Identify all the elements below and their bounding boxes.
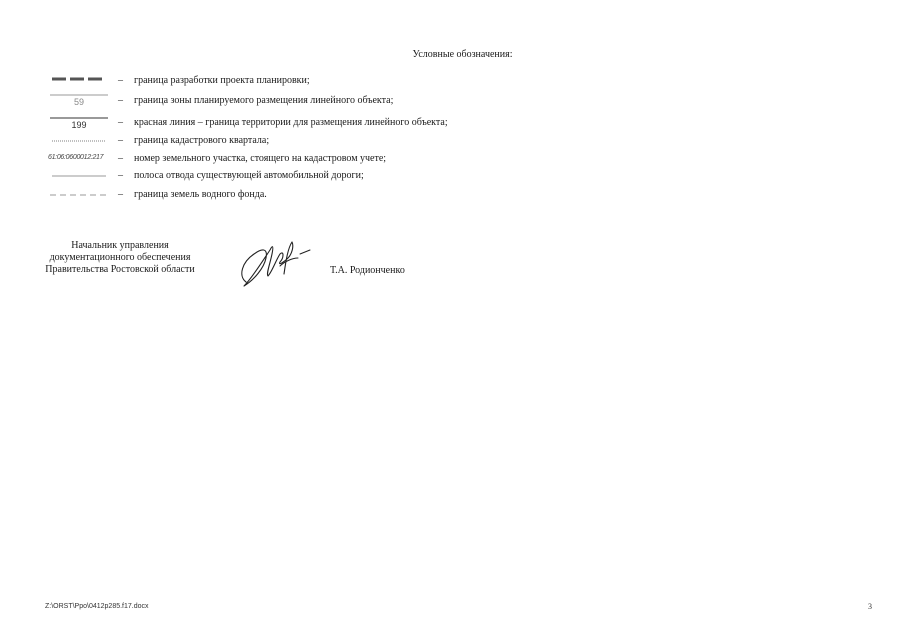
legend-dash: –	[118, 189, 123, 200]
footer-file-path: Z:\ORST\Ppo\0412p285.f17.docx	[45, 603, 149, 610]
legend-item	[40, 187, 740, 203]
legend-text: красная линия – граница территории для размещения линейного объекта;	[134, 117, 448, 128]
thin-line-number-symbol	[48, 93, 110, 109]
position-line: документационного обеспечения	[49, 252, 191, 263]
legend-title: Условные обозначения:	[412, 49, 513, 60]
legend-text: граница разработки проекта планировки;	[134, 75, 310, 86]
legend-dash: –	[118, 153, 123, 164]
zone-number-label: 59	[73, 97, 84, 107]
legend-text: граница кадастрового квартала;	[134, 135, 270, 146]
signer-name: Т.А. Родионченко	[330, 265, 405, 276]
legend-dash: –	[118, 170, 123, 181]
legend-dash: –	[118, 95, 123, 106]
legend-item	[40, 115, 740, 131]
handwritten-signature	[232, 232, 322, 294]
page-number: 3	[868, 602, 872, 611]
legend-item	[40, 93, 740, 109]
legend-text: граница земель водного фонда.	[134, 189, 267, 200]
thin-dotted-line-symbol	[48, 133, 110, 149]
cadastral-number-label: 61:06:0600012:217	[48, 154, 104, 161]
thick-dashed-line-symbol	[48, 73, 110, 89]
legend-item	[40, 133, 740, 149]
cadastral-number-symbol	[48, 151, 110, 167]
gray-dashed-line-symbol	[48, 187, 110, 203]
thin-solid-line-symbol	[48, 168, 110, 184]
legend-dash: –	[118, 117, 123, 128]
signer-position	[20, 240, 220, 276]
legend-item	[40, 151, 740, 167]
legend-text: полоса отвода существующей автомобильной дороги;	[134, 170, 364, 181]
position-line: Начальник управления	[71, 240, 169, 251]
red-line-number-label: 199	[71, 120, 87, 130]
legend-dash: –	[118, 75, 123, 86]
red-line-number-symbol	[48, 115, 110, 131]
position-line: Правительства Ростовской области	[45, 264, 195, 275]
legend-item	[40, 168, 740, 184]
legend-item	[40, 73, 740, 89]
legend-text: граница зоны планируемого размещения линейного объекта;	[134, 95, 394, 106]
legend-text: номер земельного участка, стоящего на кадастровом учете;	[134, 153, 387, 164]
legend-dash: –	[118, 135, 123, 146]
